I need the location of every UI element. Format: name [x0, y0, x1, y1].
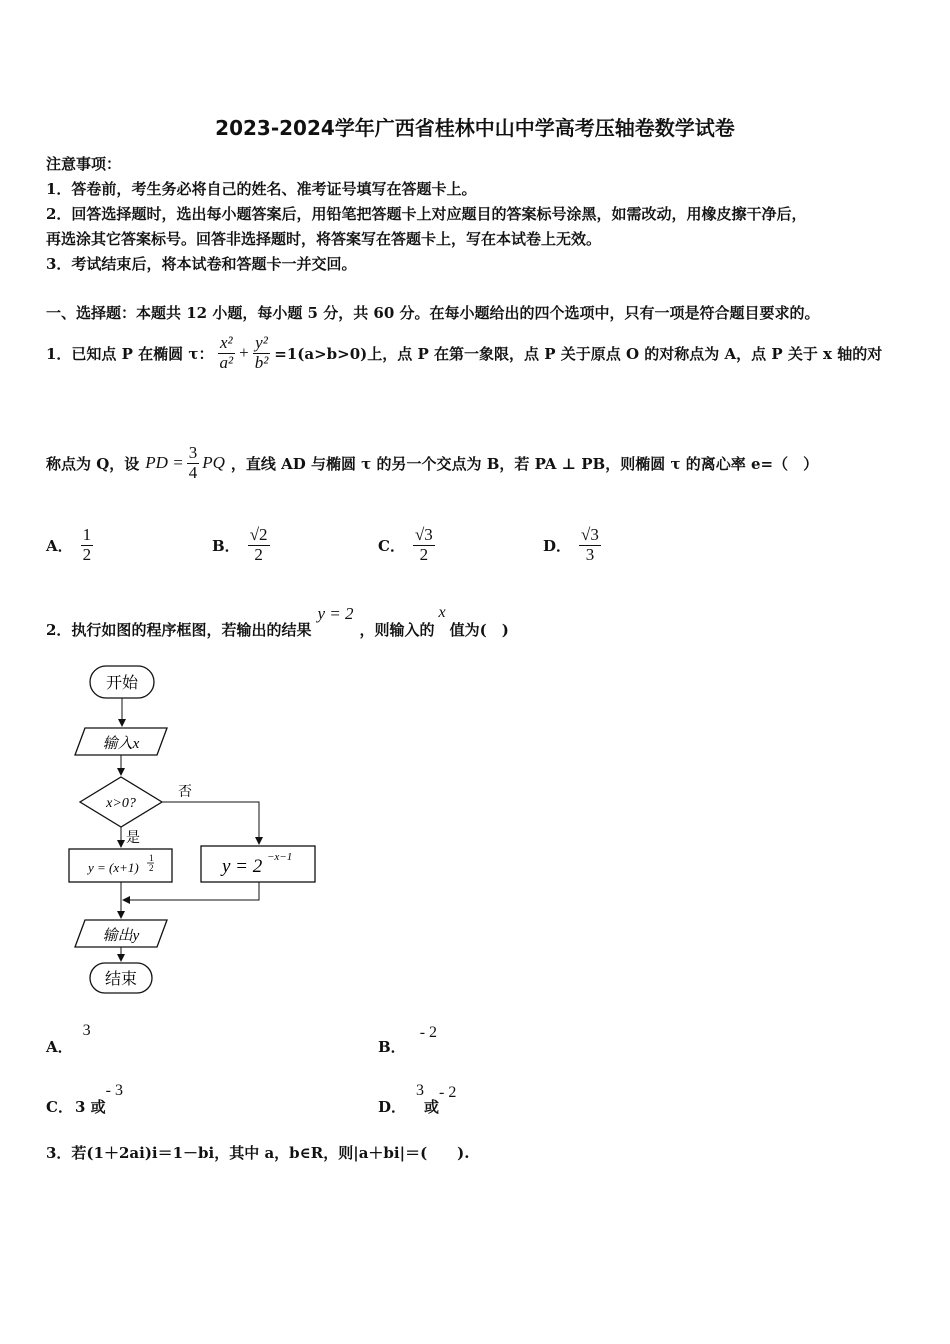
q2-option-b-label: B． — [378, 1038, 406, 1056]
q2-suffix: 值为( ) — [449, 621, 509, 639]
flow-start-label: 开始 — [105, 675, 139, 692]
q1-option-a-num: 1 — [82, 525, 92, 544]
q1-frac-x-num: x² — [219, 332, 233, 352]
q1-option-a-label: A． — [46, 536, 73, 555]
flow-end-label: 结束 — [104, 971, 138, 988]
q1-option-d-label: D． — [543, 536, 572, 555]
q2-option-d-text: 或 — [424, 1098, 440, 1116]
q2-option-a-label: A． — [46, 1038, 73, 1056]
q1-line-2-prefix: 称点为 Q，设 — [46, 454, 140, 473]
q1-option-c-num: √3 — [414, 525, 433, 544]
q1-plus: + — [239, 343, 249, 362]
flow-right-exponent: −x−1 — [267, 851, 293, 863]
q1-frac-x — [217, 334, 235, 372]
q2-variable: x — [438, 604, 446, 621]
section-heading: 一、选择题：本题共 12 小题，每小题 5 分，共 60 分。在每小题给出的四个选项中，只有一项是符合题目要求的。 — [46, 304, 820, 322]
flow-left-exp-num: 1 — [149, 853, 154, 863]
q1-option-a-den: 2 — [82, 544, 92, 564]
question-1-line-2 — [46, 438, 818, 488]
flowchart — [60, 660, 330, 1000]
flow-decision-label: x>0? — [106, 796, 136, 811]
q2-option-c-label: C． — [46, 1098, 73, 1116]
q2-option-c-text: 3 或 — [74, 1098, 106, 1116]
q1-frac-y-den: b² — [254, 352, 269, 372]
notice-item-2: 2．回答选择题时，选出每小题答案后，用铅笔把答题卡上对应题目的答案标号涂黑，如需改动，用橡皮擦干净后， — [46, 205, 807, 223]
flow-no-label: 否 — [178, 785, 192, 800]
q2-option-d-pre: 3 — [416, 1082, 425, 1099]
q1-option-b-value — [248, 526, 270, 564]
notice-item-1: 1．答卷前，考生务必将自己的姓名、准考证号填写在答题卡上。 — [46, 180, 477, 198]
flow-yes-label: 是 — [126, 831, 140, 846]
q2-condition: y = 2 — [317, 604, 354, 623]
q1-line-2-rest: ，直线 AD 与椭圆 τ 的另一个交点为 B，若 PA ⊥ PB，则椭圆 τ 的离心率 e=（ ） — [230, 454, 819, 473]
q2-option-d-sup: - 2 — [439, 1084, 457, 1101]
q1-option-c-den: 2 — [419, 544, 429, 564]
notice-item-3: 3．考试结束后，将本试卷和答题卡一并交回。 — [46, 255, 357, 273]
flow-right-formula: y = 2 — [222, 856, 263, 877]
q2-option-a[interactable] — [46, 1022, 91, 1057]
q1-option-c-label: C． — [378, 536, 405, 555]
question-1-line-1 — [46, 328, 882, 378]
q1-option-d-den: 3 — [585, 544, 595, 564]
q1-option-c-value — [413, 526, 435, 564]
q2-option-d[interactable] — [378, 1082, 456, 1117]
q1-option-a[interactable] — [46, 526, 93, 564]
page-title: 2023-2024学年广西省桂林中山中学高考压轴卷数学试卷 — [215, 116, 735, 140]
q2-prefix: 2．执行如图的程序框图，若输出的结果 — [46, 621, 312, 639]
notice-item-2-cont: 再选涂其它答案标号。回答非选择题时，将答案写在答题卡上，写在本试卷上无效。 — [46, 230, 602, 248]
q1-coefficient — [187, 444, 200, 482]
q1-option-d-value — [579, 526, 601, 564]
q1-option-d[interactable] — [543, 526, 601, 564]
q1-prefix: 1．已知点 P 在椭圆 τ： — [46, 344, 214, 363]
q1-option-b-label: B． — [212, 536, 240, 555]
q2-mid: ，则输入的 — [359, 621, 435, 639]
q1-frac-x-den: a² — [219, 352, 234, 372]
q1-vector-pd: PD = — [145, 453, 184, 472]
q1-frac-y-num: y² — [255, 332, 268, 352]
flow-left-formula: y = (x+1) — [88, 860, 139, 875]
q1-option-a-value — [81, 526, 94, 564]
q2-option-c[interactable] — [46, 1082, 123, 1117]
q1-frac-y — [253, 334, 271, 372]
q1-option-b-num: √2 — [249, 525, 268, 544]
notice-heading: 注意事项： — [46, 155, 122, 173]
flow-output-label: 输出y — [102, 928, 140, 944]
flow-left-exp-den: 2 — [149, 863, 154, 873]
q1-line-1-rest: =1(a>b>0)上，点 P 在第一象限，点 P 关于原点 O 的对称点为 A，点 P 关于 x 轴的对 — [274, 344, 883, 363]
q1-coef-num: 3 — [188, 442, 198, 462]
question-2 — [46, 604, 509, 640]
q2-option-c-sup: - 3 — [105, 1082, 123, 1099]
q2-option-a-value: 3 — [82, 1022, 91, 1039]
q1-coef-den: 4 — [188, 462, 198, 482]
flow-input-label: 输入x — [102, 736, 140, 752]
q1-option-d-num: √3 — [581, 525, 599, 544]
q1-vector-pq: PQ — [202, 453, 225, 472]
q1-option-b[interactable] — [212, 526, 270, 564]
q2-option-b-value: - 2 — [419, 1024, 438, 1041]
q2-option-d-label: D． — [378, 1098, 407, 1116]
q1-option-b-den: 2 — [254, 544, 263, 564]
q1-option-c[interactable] — [378, 526, 435, 564]
question-3: 3．若(1＋2ai)i＝1－bi，其中 a，b∈R，则|a＋bi|＝( ). — [46, 1144, 470, 1162]
q2-option-b[interactable] — [378, 1024, 437, 1057]
